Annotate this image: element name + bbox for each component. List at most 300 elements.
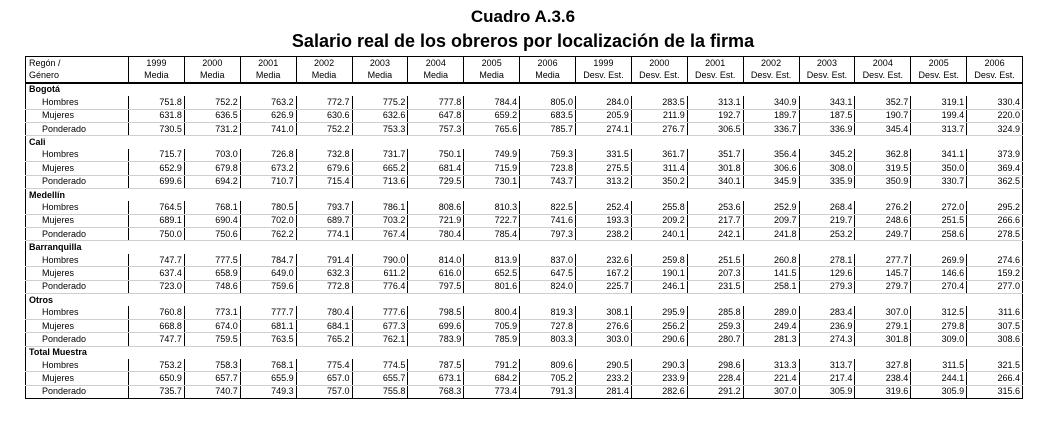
row-label: Hombres xyxy=(26,254,129,267)
table-cell: 336.9 xyxy=(799,122,855,135)
table-cell: 780.4 xyxy=(408,228,464,241)
table-cell: 760.8 xyxy=(129,306,185,319)
table-row xyxy=(26,214,1023,227)
table-row xyxy=(26,122,1023,135)
table-cell: 369.4 xyxy=(967,162,1023,175)
table-cell: 268.4 xyxy=(799,201,855,214)
table-cell: 837.0 xyxy=(520,254,576,267)
table-cell: 776.4 xyxy=(352,280,408,293)
table-cell: 129.6 xyxy=(799,267,855,280)
table-cell: 773.4 xyxy=(464,385,520,398)
table-cell: 785.7 xyxy=(520,122,576,135)
table-cell: 819.3 xyxy=(520,306,576,319)
table-cell: 280.7 xyxy=(687,333,743,346)
table-cell: 768.3 xyxy=(408,385,464,398)
region-name: Barranquilla xyxy=(26,241,129,254)
table-cell: 773.1 xyxy=(184,306,240,319)
table-cell: 313.3 xyxy=(743,359,799,372)
header-stat: Media xyxy=(296,69,352,82)
region-name: Medellín xyxy=(26,188,129,201)
table-cell: 290.5 xyxy=(576,359,632,372)
table-cell: 747.7 xyxy=(129,254,185,267)
table-cell: 777.6 xyxy=(352,306,408,319)
table-cell: 652.9 xyxy=(129,162,185,175)
header-year: 2000 xyxy=(184,57,240,70)
table-cell: 673.1 xyxy=(408,372,464,385)
table-cell: 272.0 xyxy=(911,201,967,214)
table-cell: 647.5 xyxy=(520,267,576,280)
table-cell: 256.2 xyxy=(631,319,687,332)
table-cell: 189.7 xyxy=(743,109,799,122)
table-cell: 699.6 xyxy=(408,319,464,332)
table-cell: 715.4 xyxy=(296,175,352,188)
table-cell: 631.8 xyxy=(129,109,185,122)
row-label: Mujeres xyxy=(26,319,129,332)
table-cell: 748.6 xyxy=(184,280,240,293)
table-cell: 772.8 xyxy=(296,280,352,293)
header-year: 2006 xyxy=(520,57,576,70)
table-cell: 240.1 xyxy=(631,228,687,241)
table-row xyxy=(26,228,1023,241)
table-cell: 241.8 xyxy=(743,228,799,241)
table-cell: 632.3 xyxy=(296,267,352,280)
header-stat: Desv. Est. xyxy=(911,69,967,82)
table-cell: 327.8 xyxy=(855,359,911,372)
table-cell: 679.6 xyxy=(296,162,352,175)
table-cell: 780.4 xyxy=(296,306,352,319)
table-cell: 753.2 xyxy=(129,359,185,372)
table-cell: 231.5 xyxy=(687,280,743,293)
table-cell: 763.2 xyxy=(240,96,296,109)
table-cell: 232.6 xyxy=(576,254,632,267)
table-cell: 753.3 xyxy=(352,122,408,135)
table-cell: 146.6 xyxy=(911,267,967,280)
table-cell: 673.2 xyxy=(240,162,296,175)
table-cell: 340.9 xyxy=(743,96,799,109)
table-row xyxy=(26,149,1023,162)
table-cell: 751.8 xyxy=(129,96,185,109)
table-cell: 278.1 xyxy=(799,254,855,267)
table-cell: 805.0 xyxy=(520,96,576,109)
table-cell: 266.6 xyxy=(967,214,1023,227)
table-cell: 350.0 xyxy=(911,162,967,175)
row-label: Ponderado xyxy=(26,175,129,188)
region-name: Cali xyxy=(26,136,129,149)
table-cell: 689.1 xyxy=(129,214,185,227)
table-cell: 259.3 xyxy=(687,319,743,332)
table-cell: 277.0 xyxy=(967,280,1023,293)
table-row xyxy=(26,254,1023,267)
table-cell: 715.9 xyxy=(464,162,520,175)
table-cell: 803.3 xyxy=(520,333,576,346)
table-title: Salario real de los obreros por localización de la firma xyxy=(291,31,755,51)
table-cell: 684.1 xyxy=(296,319,352,332)
table-cell: 616.0 xyxy=(408,267,464,280)
table-cell: 276.2 xyxy=(855,201,911,214)
table-cell: 759.3 xyxy=(520,149,576,162)
table-cell: 259.8 xyxy=(631,254,687,267)
table-cell: 741.6 xyxy=(520,214,576,227)
table-cell: 762.2 xyxy=(240,228,296,241)
table-cell: 225.7 xyxy=(576,280,632,293)
table-cell: 282.6 xyxy=(631,385,687,398)
table-cell: 727.8 xyxy=(520,319,576,332)
table-cell: 187.5 xyxy=(799,109,855,122)
table-cell: 233.2 xyxy=(576,372,632,385)
table-row xyxy=(26,333,1023,346)
row-label: Ponderado xyxy=(26,280,129,293)
header-year: 1999 xyxy=(129,57,185,70)
region-name: Bogotá xyxy=(26,83,129,96)
table-cell: 765.2 xyxy=(296,333,352,346)
row-label: Hombres xyxy=(26,306,129,319)
table-cell: 710.7 xyxy=(240,175,296,188)
table-cell: 774.5 xyxy=(352,359,408,372)
table-cell: 649.0 xyxy=(240,267,296,280)
table-cell: 797.5 xyxy=(408,280,464,293)
table-row xyxy=(26,267,1023,280)
table-cell: 735.7 xyxy=(129,385,185,398)
table-cell: 652.5 xyxy=(464,267,520,280)
table-cell: 647.8 xyxy=(408,109,464,122)
table-cell: 311.5 xyxy=(911,359,967,372)
table-cell: 312.5 xyxy=(911,306,967,319)
table-cell: 260.8 xyxy=(743,254,799,267)
table-cell: 283.5 xyxy=(631,96,687,109)
table-cell: 681.4 xyxy=(408,162,464,175)
table-cell: 276.7 xyxy=(631,122,687,135)
table-cell: 747.7 xyxy=(129,333,185,346)
header-stat: Media xyxy=(520,69,576,82)
table-cell: 324.9 xyxy=(967,122,1023,135)
table-cell: 775.2 xyxy=(352,96,408,109)
table-cell: 274.3 xyxy=(799,333,855,346)
table-cell: 791.2 xyxy=(464,359,520,372)
table-cell: 797.3 xyxy=(520,228,576,241)
table-cell: 309.0 xyxy=(911,333,967,346)
table-cell: 785.9 xyxy=(464,333,520,346)
table-cell: 274.1 xyxy=(576,122,632,135)
table-cell: 199.4 xyxy=(911,109,967,122)
table-cell: 750.0 xyxy=(129,228,185,241)
table-cell: 209.7 xyxy=(743,214,799,227)
table-cell: 279.1 xyxy=(855,319,911,332)
table-cell: 336.7 xyxy=(743,122,799,135)
table-cell: 266.4 xyxy=(967,372,1023,385)
table-cell: 752.2 xyxy=(296,122,352,135)
header-year: 2002 xyxy=(296,57,352,70)
table-cell: 703.2 xyxy=(352,214,408,227)
table-row xyxy=(26,385,1023,398)
table-cell: 705.9 xyxy=(464,319,520,332)
table-cell: 713.6 xyxy=(352,175,408,188)
table-cell: 762.1 xyxy=(352,333,408,346)
table-cell: 308.1 xyxy=(576,306,632,319)
header-stat: Media xyxy=(464,69,520,82)
table-cell: 822.5 xyxy=(520,201,576,214)
header-year: 2005 xyxy=(464,57,520,70)
table-cell: 759.5 xyxy=(184,333,240,346)
header-stat: Desv. Est. xyxy=(799,69,855,82)
table-cell: 255.8 xyxy=(631,201,687,214)
header-year: 2002 xyxy=(743,57,799,70)
table-cell: 783.9 xyxy=(408,333,464,346)
salary-table xyxy=(25,56,1023,399)
region-row xyxy=(26,294,1023,307)
table-cell: 824.0 xyxy=(520,280,576,293)
region-row xyxy=(26,346,1023,359)
table-row xyxy=(26,109,1023,122)
table-cell: 650.9 xyxy=(129,372,185,385)
header-stat: Desv. Est. xyxy=(687,69,743,82)
table-cell: 703.0 xyxy=(184,149,240,162)
region-row xyxy=(26,188,1023,201)
table-cell: 791.3 xyxy=(520,385,576,398)
table-cell: 749.9 xyxy=(464,149,520,162)
table-cell: 279.8 xyxy=(911,319,967,332)
table-cell: 217.4 xyxy=(799,372,855,385)
table-cell: 683.5 xyxy=(520,109,576,122)
table-cell: 311.4 xyxy=(631,162,687,175)
row-label: Hombres xyxy=(26,359,129,372)
table-cell: 702.0 xyxy=(240,214,296,227)
table-cell: 295.9 xyxy=(631,306,687,319)
row-label: Ponderado xyxy=(26,333,129,346)
table-cell: 251.5 xyxy=(911,214,967,227)
region-row xyxy=(26,241,1023,254)
table-cell: 308.6 xyxy=(967,333,1023,346)
table-cell: 752.2 xyxy=(184,96,240,109)
row-label: Ponderado xyxy=(26,122,129,135)
table-cell: 244.1 xyxy=(911,372,967,385)
table-cell: 251.5 xyxy=(687,254,743,267)
table-cell: 800.4 xyxy=(464,306,520,319)
table-cell: 626.9 xyxy=(240,109,296,122)
table-cell: 814.0 xyxy=(408,254,464,267)
table-cell: 809.6 xyxy=(520,359,576,372)
table-cell: 726.8 xyxy=(240,149,296,162)
table-row xyxy=(26,96,1023,109)
region-row xyxy=(26,136,1023,149)
header-year: 2001 xyxy=(687,57,743,70)
table-cell: 279.7 xyxy=(855,280,911,293)
table-cell: 777.7 xyxy=(240,306,296,319)
table-cell: 730.1 xyxy=(464,175,520,188)
table-cell: 285.8 xyxy=(687,306,743,319)
row-label: Mujeres xyxy=(26,162,129,175)
table-cell: 749.3 xyxy=(240,385,296,398)
table-row xyxy=(26,162,1023,175)
table-cell: 313.7 xyxy=(911,122,967,135)
table-cell: 723.8 xyxy=(520,162,576,175)
header-row-stats xyxy=(26,69,1023,82)
table-cell: 791.4 xyxy=(296,254,352,267)
header-year: 2001 xyxy=(240,57,296,70)
table-cell: 731.2 xyxy=(184,122,240,135)
table-cell: 362.5 xyxy=(967,175,1023,188)
table-cell: 775.4 xyxy=(296,359,352,372)
table-cell: 141.5 xyxy=(743,267,799,280)
table-cell: 258.6 xyxy=(911,228,967,241)
table-cell: 679.8 xyxy=(184,162,240,175)
table-cell: 757.3 xyxy=(408,122,464,135)
row-label: Ponderado xyxy=(26,228,129,241)
table-cell: 345.9 xyxy=(743,175,799,188)
table-cell: 270.4 xyxy=(911,280,967,293)
table-cell: 330.7 xyxy=(911,175,967,188)
table-cell: 677.3 xyxy=(352,319,408,332)
region-row xyxy=(26,83,1023,96)
header-year: 2003 xyxy=(352,57,408,70)
table-cell: 319.6 xyxy=(855,385,911,398)
table-cell: 305.9 xyxy=(911,385,967,398)
table-cell: 657.7 xyxy=(184,372,240,385)
table-cell: 220.0 xyxy=(967,109,1023,122)
table-cell: 238.4 xyxy=(855,372,911,385)
table-cell: 145.7 xyxy=(855,267,911,280)
table-cell: 307.0 xyxy=(855,306,911,319)
table-cell: 630.6 xyxy=(296,109,352,122)
table-cell: 659.2 xyxy=(464,109,520,122)
table-cell: 373.9 xyxy=(967,149,1023,162)
table-cell: 192.7 xyxy=(687,109,743,122)
table-cell: 784.4 xyxy=(464,96,520,109)
table-cell: 303.0 xyxy=(576,333,632,346)
table-cell: 321.5 xyxy=(967,359,1023,372)
header-stat: Desv. Est. xyxy=(967,69,1023,82)
table-cell: 340.1 xyxy=(687,175,743,188)
table-cell: 764.5 xyxy=(129,201,185,214)
table-cell: 757.0 xyxy=(296,385,352,398)
table-cell: 290.3 xyxy=(631,359,687,372)
header-stat: Desv. Est. xyxy=(855,69,911,82)
header-year: 1999 xyxy=(576,57,632,70)
table-row xyxy=(26,372,1023,385)
table-cell: 306.5 xyxy=(687,122,743,135)
table-cell: 813.9 xyxy=(464,254,520,267)
header-stat: Media xyxy=(129,69,185,82)
header-year: 2004 xyxy=(855,57,911,70)
table-cell: 219.7 xyxy=(799,214,855,227)
table-cell: 632.6 xyxy=(352,109,408,122)
table-cell: 233.9 xyxy=(631,372,687,385)
table-cell: 694.2 xyxy=(184,175,240,188)
table-cell: 308.0 xyxy=(799,162,855,175)
table-cell: 211.9 xyxy=(631,109,687,122)
table-cell: 790.0 xyxy=(352,254,408,267)
table-cell: 801.6 xyxy=(464,280,520,293)
table-cell: 681.1 xyxy=(240,319,296,332)
table-cell: 637.4 xyxy=(129,267,185,280)
region-filler xyxy=(129,188,1023,201)
table-cell: 278.5 xyxy=(967,228,1023,241)
table-cell: 768.1 xyxy=(184,201,240,214)
table-cell: 755.8 xyxy=(352,385,408,398)
header-year: 2003 xyxy=(799,57,855,70)
table-cell: 283.4 xyxy=(799,306,855,319)
table-cell: 780.5 xyxy=(240,201,296,214)
table-cell: 361.7 xyxy=(631,149,687,162)
table-cell: 362.8 xyxy=(855,149,911,162)
table-cell: 345.4 xyxy=(855,122,911,135)
table-cell: 238.2 xyxy=(576,228,632,241)
table-body xyxy=(26,57,1023,399)
table-cell: 313.2 xyxy=(576,175,632,188)
header-stat: Desv. Est. xyxy=(743,69,799,82)
table-cell: 207.3 xyxy=(687,267,743,280)
table-row xyxy=(26,280,1023,293)
table-cell: 291.2 xyxy=(687,385,743,398)
table-cell: 242.1 xyxy=(687,228,743,241)
table-cell: 611.2 xyxy=(352,267,408,280)
table-cell: 281.3 xyxy=(743,333,799,346)
table-row xyxy=(26,306,1023,319)
table-cell: 759.6 xyxy=(240,280,296,293)
table-cell: 658.9 xyxy=(184,267,240,280)
header-stat: Desv. Est. xyxy=(576,69,632,82)
region-filler xyxy=(129,136,1023,149)
table-cell: 723.0 xyxy=(129,280,185,293)
table-cell: 221.4 xyxy=(743,372,799,385)
table-cell: 252.9 xyxy=(743,201,799,214)
table-row xyxy=(26,319,1023,332)
table-number-title: Cuadro A.3.6 xyxy=(470,7,576,26)
table-cell: 301.8 xyxy=(687,162,743,175)
table-cell: 655.7 xyxy=(352,372,408,385)
table-cell: 319.5 xyxy=(855,162,911,175)
table-cell: 786.1 xyxy=(352,201,408,214)
table-cell: 341.1 xyxy=(911,149,967,162)
table-cell: 269.9 xyxy=(911,254,967,267)
header-stat: Media xyxy=(240,69,296,82)
table-cell: 190.1 xyxy=(631,267,687,280)
region-name: Total Muestra xyxy=(26,346,129,359)
table-cell: 798.5 xyxy=(408,306,464,319)
region-name: Otros xyxy=(26,294,129,307)
table-cell: 236.9 xyxy=(799,319,855,332)
table-cell: 729.5 xyxy=(408,175,464,188)
table-cell: 276.6 xyxy=(576,319,632,332)
table-cell: 352.7 xyxy=(855,96,911,109)
table-cell: 248.6 xyxy=(855,214,911,227)
table-cell: 722.7 xyxy=(464,214,520,227)
table-cell: 758.3 xyxy=(184,359,240,372)
table-cell: 331.5 xyxy=(576,149,632,162)
table-cell: 277.7 xyxy=(855,254,911,267)
table-cell: 290.6 xyxy=(631,333,687,346)
header-gender-label: Género xyxy=(26,69,129,82)
table-cell: 732.8 xyxy=(296,149,352,162)
table-cell: 750.6 xyxy=(184,228,240,241)
table-cell: 249.7 xyxy=(855,228,911,241)
table-cell: 787.5 xyxy=(408,359,464,372)
table-cell: 743.7 xyxy=(520,175,576,188)
table-cell: 810.3 xyxy=(464,201,520,214)
table-cell: 763.5 xyxy=(240,333,296,346)
table-cell: 768.1 xyxy=(240,359,296,372)
table-cell: 253.2 xyxy=(799,228,855,241)
table-row xyxy=(26,201,1023,214)
table-cell: 655.9 xyxy=(240,372,296,385)
table-cell: 289.0 xyxy=(743,306,799,319)
table-cell: 252.4 xyxy=(576,201,632,214)
table-cell: 313.7 xyxy=(799,359,855,372)
table-cell: 767.4 xyxy=(352,228,408,241)
table-cell: 674.0 xyxy=(184,319,240,332)
table-cell: 193.3 xyxy=(576,214,632,227)
region-filler xyxy=(129,346,1023,359)
header-year: 2004 xyxy=(408,57,464,70)
